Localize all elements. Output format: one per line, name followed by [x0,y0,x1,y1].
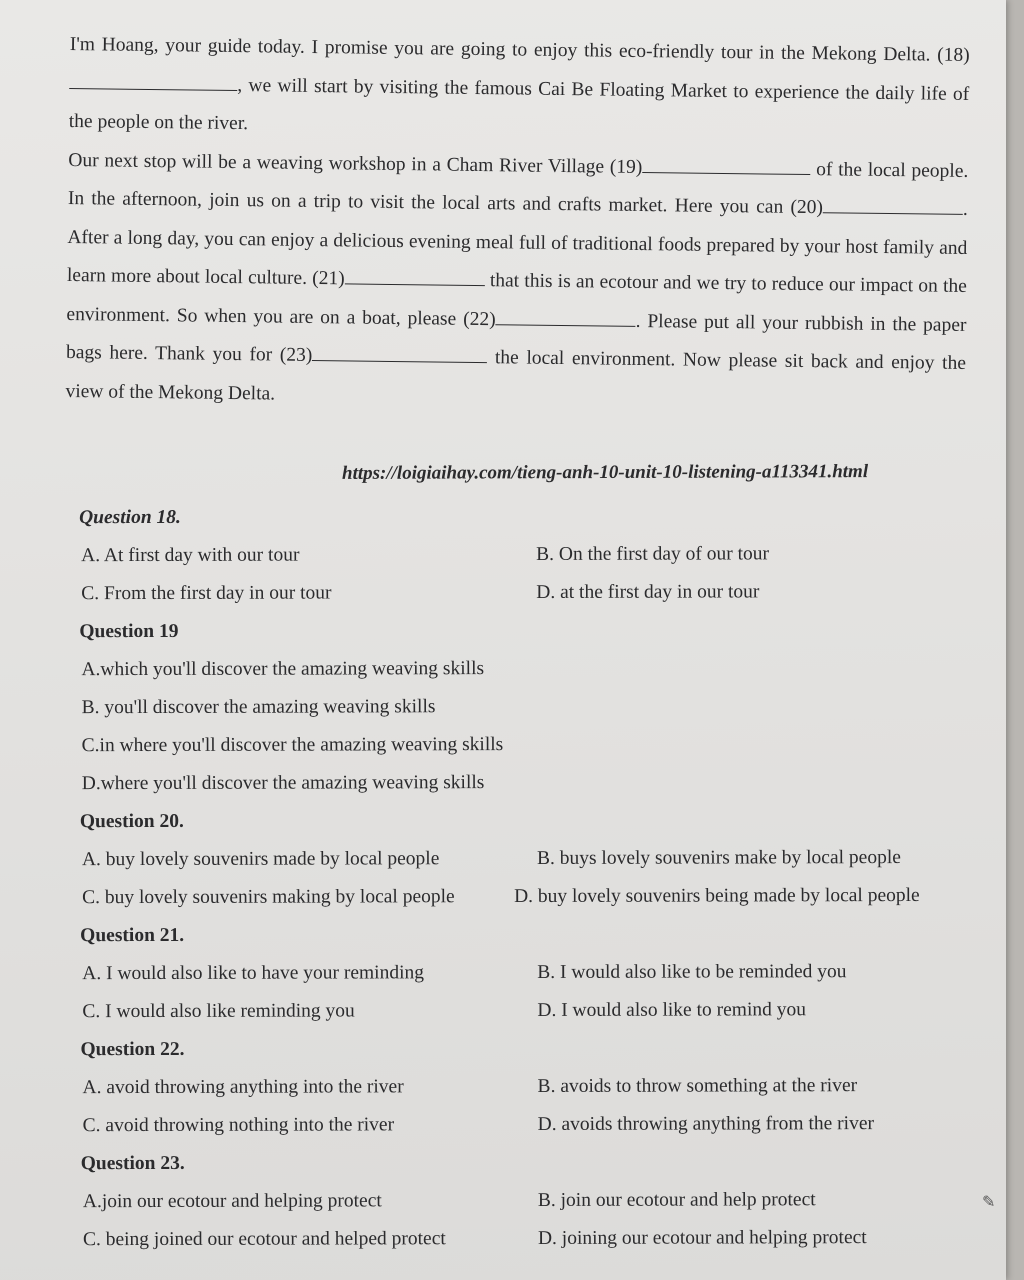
gap-18-number: (18) [937,44,970,66]
option-row [81,1181,981,1221]
passage-intro: I'm Hoang, your guide today. I promise you are going to enjoy this eco-friendly tour in the Mekong Delta. [69,33,931,66]
passage-after-19: of the local people. In the afternoon, join us on a trip to visit the local arts and crafts market. Here you can [67,158,969,218]
pen-mark-icon: ✎ [982,1194,996,1211]
gap-21-blank [345,269,485,286]
passage-after-20: . After a long day, you can enjoy a delicious evening meal full of traditional foods prepared by your host family and learn more about local culture. [66,198,968,289]
option-row [80,877,980,917]
question-23 [81,1143,981,1259]
option-row [81,1219,981,1259]
option-a[interactable]: A.which you'll discover the amazing weaving skills [81,658,485,681]
option-c[interactable]: C. I would also like reminding you [82,1000,355,1023]
gap-20-number: (20) [790,196,824,219]
option-b[interactable]: B. On the first day of our tour [536,543,770,565]
question-18 [79,497,979,613]
option-b[interactable]: B. you'll discover the amazing weaving skills [81,696,436,719]
option-c[interactable]: C. buy lovely souvenirs making by local people [82,886,455,909]
question-title: Question 21. [80,924,185,947]
option-d[interactable]: D. avoids throwing anything from the river [537,1113,874,1135]
gap-20-blank [823,198,963,215]
passage-after-22: . Please put all your rubbish in the paper bags here. Thank you for [65,310,967,366]
option-a[interactable]: A. At first day with our tour [81,544,300,567]
option-a[interactable]: A. I would also like to have your reminding [82,962,425,985]
question-title: Question 23. [80,1152,185,1175]
gap-23-blank [312,346,487,363]
question-20 [80,801,980,917]
option-row [79,535,979,575]
question-22 [80,1029,980,1145]
question-21 [80,915,980,1031]
gap-22-blank [496,310,636,327]
option-row [80,953,980,993]
option-row [80,991,980,1031]
option-b[interactable]: B. join our ecotour and help protect [537,1189,816,1211]
option-row [79,573,979,613]
option-c[interactable]: C. being joined our ecotour and helped protect [82,1228,446,1251]
option-d[interactable]: D. joining our ecotour and helping protect [537,1227,867,1249]
question-title: Question 20. [79,810,184,833]
option-b[interactable]: B. I would also like to be reminded you [537,961,847,983]
gap-18-blank [69,73,237,90]
option-c[interactable]: C. From the first day in our tour [81,582,332,605]
option-d[interactable]: D. at the first day in our tour [536,581,760,603]
question-title: Question 18. [79,506,181,529]
source-url: https://loigiaihay.com/tieng-anh-10-unit-10-listening-a113341.html [341,461,869,484]
option-c[interactable]: C.in where you'll discover the amazing weaving skills [81,734,504,757]
option-row [81,1105,981,1145]
option-a[interactable]: A.join our ecotour and helping protect [82,1190,382,1213]
option-d[interactable]: D.where you'll discover the amazing weaving skills [81,772,485,795]
option-a[interactable]: A. buy lovely souvenirs made by local people [81,848,440,871]
option-a[interactable]: A. avoid throwing anything into the river [82,1076,404,1099]
question-19 [79,611,979,803]
listening-passage [65,26,970,422]
gap-23-number: (23) [279,344,313,366]
option-c[interactable]: C. avoid throwing nothing into the river [82,1114,395,1137]
option-b[interactable]: B. avoids to throw something at the river [537,1075,858,1097]
option-d[interactable]: D. buy lovely souvenirs being made by local people [514,884,920,908]
question-title: Question 22. [80,1038,185,1061]
gap-19-blank [642,158,810,175]
option-b[interactable]: B. buys lovely souvenirs make by local people [536,847,901,869]
option-row [80,1067,980,1107]
gap-19-number: (19) [609,156,643,178]
passage-before-19: Our next stop will be a weaving workshop in a Cham River Village [68,149,605,178]
gap-22-number: (22) [463,308,496,330]
option-row [80,839,980,879]
passage-after-18: , we will start by visiting the famous Cai Be Floating Market to experience the daily life of the people on the river. [68,74,970,135]
passage-after-21: that this is an ecotour and we try to reduce our impact on the environment. So when you are on a boat, please [66,270,968,330]
gap-21-number: (21) [312,267,345,290]
question-list [79,497,981,1259]
passage-after-23: the local environment. Now please sit back and enjoy the view of the Mekong Delta. [65,347,967,405]
option-d[interactable]: D. I would also like to remind you [537,999,807,1021]
question-title: Question 19 [79,620,179,643]
